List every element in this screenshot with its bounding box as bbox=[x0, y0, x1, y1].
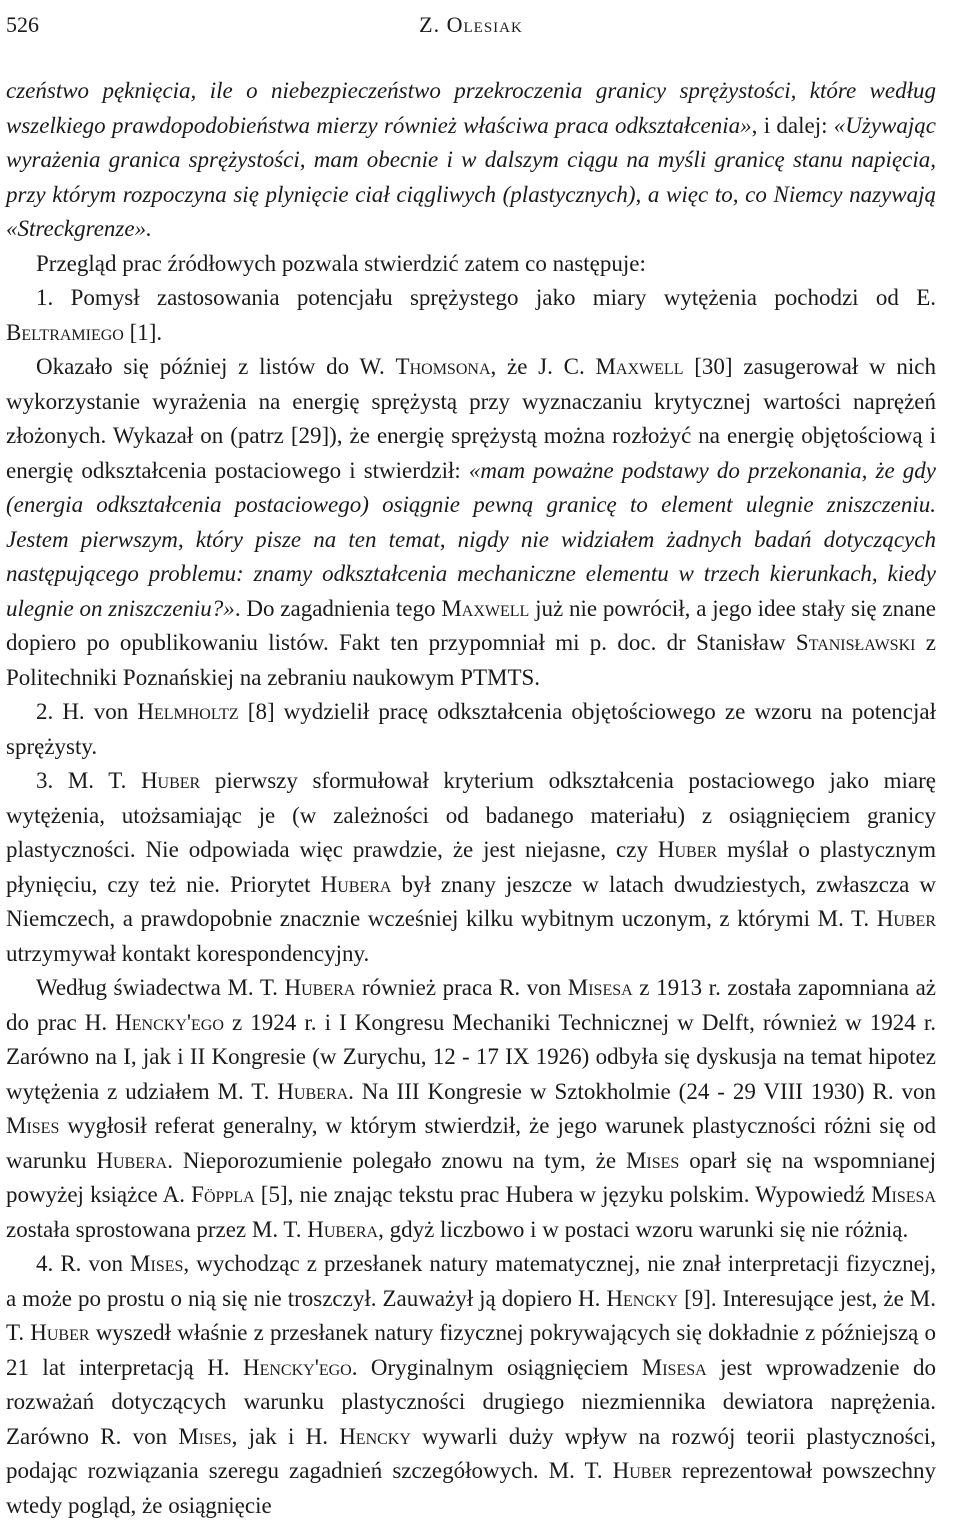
text-span: wyszedł właśnie z przesłanek natury fizycznej pokrywających się dokładnie z późniejszą o 21 lat interpretacją H. bbox=[6, 1320, 937, 1380]
text-span: . Oryginalnym osiągnięciem bbox=[351, 1354, 642, 1380]
paragraph bbox=[6, 350, 936, 695]
author-name: Hubera bbox=[284, 975, 356, 1000]
text-span: reprezentował powszechny wtedy pogląd, że osiągnięcie bbox=[6, 1458, 937, 1518]
body-text bbox=[6, 74, 936, 1523]
page-number: 526 bbox=[6, 12, 39, 37]
author-name: Hubera bbox=[96, 1147, 168, 1173]
text-span: , wychodząc z przesłanek natury matematycznej, nie znał interpretacji fizycznej, a może po prostu o nią się nie troszczył. Zauważył ją dopiero H. bbox=[6, 1251, 936, 1311]
author-name: Hencky'ego bbox=[242, 1354, 352, 1380]
text-span: [30] zasugerował w nich wykorzystanie wyrażenia na energię sprężystą przy wyznaczaniu krytycznej wartości naprężeń złożonych. Wykazał on (patrz [29]), że energię sprężystą można rozłożyć na energię objętościową i energię odkształcenia postaciowego i stwierdził: bbox=[6, 354, 936, 483]
author-name: Huber bbox=[612, 1458, 672, 1483]
text-span: z 1913 r. została zapomniana aż do prac H. bbox=[6, 975, 936, 1035]
text-span: , gdyż liczbowo i w postaci wzoru warunki się nie różnią. bbox=[378, 1216, 909, 1242]
text-span: [8] wydzielił pracę odkształcenia objętościowego ze wzoru na potencjał sprężysty. bbox=[6, 699, 936, 759]
author-name: Hencky bbox=[606, 1285, 679, 1311]
author-name: Misesa bbox=[871, 1182, 936, 1207]
author-name: Mises bbox=[625, 1147, 680, 1173]
author-name: Mises bbox=[130, 1251, 184, 1276]
text-span: 3. M. T. bbox=[36, 768, 141, 793]
text-span: została sprostowana przez M. T. bbox=[6, 1216, 308, 1242]
text-span: był znany jeszcze w latach dwudziestych, zwłaszcza w Niemczech, a prawdopobnie znacznie wcześniej kilku wybitnym uczonym, z którymi M. T. bbox=[6, 871, 937, 931]
text-span: pierwszy sformułował kryterium odkształcenia postaciowego jako miarę wytężenia, utożsamiając je (w zależności od badanego materiału) z osiągnięciem granicy plastyczności. Nie odpowiada więc prawdzie, że jest niejasne, czy bbox=[6, 768, 936, 862]
italic-quote: «Używając wyrażenia granica sprężystości, mam obecnie i w dalszym ciągu na myśli granicę stanu napięcia, przy którym rozpoczyna się plynięcie ciał ciągliwych (plastycznych), a więc to, co Niemcy nazywają «Streckgrenze». bbox=[6, 112, 936, 241]
author-name: Hubera bbox=[277, 1078, 349, 1104]
paragraph bbox=[6, 695, 936, 764]
author-name: Huber bbox=[657, 837, 718, 862]
text-span: Według świadectwa M. T. bbox=[36, 975, 285, 1000]
text-span: [1]. bbox=[123, 319, 163, 345]
text-span: 4. R. von bbox=[36, 1251, 131, 1276]
author-name: Hencky bbox=[339, 1423, 411, 1449]
text-span: , i dalej: bbox=[751, 112, 834, 138]
running-title: Z. Olesiak bbox=[419, 12, 523, 37]
author-name: Hencky'ego bbox=[115, 1009, 224, 1035]
text-span: również praca R. von bbox=[355, 975, 568, 1000]
author-name: Maxwell bbox=[595, 354, 684, 379]
document-page bbox=[6, 8, 937, 1518]
text-span: już nie powrócił, a jego idee stały się znane dopiero po opublikowaniu listów. Fakt ten przypomniał mi p. doc. dr Stanisław bbox=[6, 595, 937, 655]
text-span: z 1924 r. i I Kongresu Mechaniki Technicznej w Delft, również w 1924 r. Zarówno na I, jak i II Kongresie (w Zurychu, 12 - 17 IX 1926) odbyła się dyskusja na temat hipotez wytężenia z udziałem M. T. bbox=[6, 1009, 936, 1104]
text-span: [9]. Interesujące jest, że M. T. bbox=[6, 1285, 937, 1345]
text-span: wywarli duży wpływ na rozwój teorii plastyczności, podając rozwiązania szeregu zagadnień szczegółowych. M. T. bbox=[6, 1423, 936, 1483]
text-span: , że J. C. bbox=[490, 354, 596, 379]
text-span: . Do zagadnienia tego bbox=[234, 595, 442, 621]
author-name: Huber bbox=[876, 906, 936, 931]
author-name: Stanisławski bbox=[795, 630, 916, 655]
text-span: [5], nie znając tekstu prac Hubera w języku polskim. Wypowiedź bbox=[254, 1182, 872, 1207]
text-span: Okazało się później z listów do W. bbox=[36, 354, 396, 379]
author-name: Misesa bbox=[567, 975, 633, 1000]
text-span: utrzymywał kontakt korespondencyjny. bbox=[6, 940, 370, 966]
author-name: Mises bbox=[178, 1423, 232, 1449]
text-span: myślał o plastycznym płynięciu, czy też nie. Priorytet bbox=[6, 837, 936, 897]
author-name: Helmholtz bbox=[137, 699, 239, 724]
author-name: Thomsona bbox=[395, 354, 491, 379]
paragraph bbox=[6, 281, 936, 350]
author-name: Föppla bbox=[191, 1182, 255, 1207]
text-span: z Politechniki Poznańskiej na zebraniu naukowym PTMTS. bbox=[6, 630, 936, 690]
paragraph bbox=[6, 1247, 936, 1523]
paragraph bbox=[6, 971, 936, 1247]
paragraph-continuation bbox=[6, 74, 936, 247]
text-span: jest wprowadzenie do rozważań dotyczących warunku plastyczności drugiego niezmiennika dewiatora naprężenia. Zarówno R. von bbox=[6, 1354, 936, 1449]
author-name: Huber bbox=[140, 768, 201, 793]
author-name: Huber bbox=[30, 1320, 90, 1345]
text-span: oparł się na wspomnianej powyżej książce A. bbox=[6, 1147, 936, 1207]
text-span: 1. Pomysł zastosowania potencjału sprężystego jako miary wytężenia pochodzi od E. bbox=[36, 285, 936, 310]
paragraph: Przegląd prac źródłowych pozwala stwierdzić zatem co następuje: bbox=[36, 250, 646, 276]
italic-quote: czeństwo pęknięcia, ile o niebezpieczeństwo przekroczenia granicy sprężystości, które według wszelkiego prawdopodobieństwa mierzy również właściwa praca odkształcenia» bbox=[6, 78, 936, 138]
running-head bbox=[6, 8, 936, 52]
paragraph bbox=[6, 764, 936, 971]
text-span: , jak i H. bbox=[231, 1423, 340, 1449]
author-name: Hubera bbox=[307, 1216, 379, 1242]
text-span: . Nieporozumienie polegało znowu na tym, że bbox=[167, 1147, 626, 1173]
author-name: Beltramiego bbox=[6, 319, 124, 345]
author-name: Maxwell bbox=[441, 595, 530, 621]
italic-quote: «mam poważne podstawy do przekonania, że gdy (energia odkształcenia postaciowego) osiągnie pewną granicę to element ulegnie zniszczeniu. Jestem pierwszym, który pisze na ten temat, nigdy nie widziałem żadnych badań dotyczących następującego problemu: znamy odkształcenia mechaniczne elementu w trzech kierunkach, kiedy ulegnie on zniszczeniu?» bbox=[6, 457, 937, 621]
author-name: Hubera bbox=[320, 871, 392, 897]
text-span: wygłosił referat generalny, w którym stwierdził, że jego warunek plastyczności różni się od warunku bbox=[6, 1113, 936, 1173]
text-span: 2. H. von bbox=[36, 699, 138, 724]
author-name: Misesa bbox=[641, 1354, 707, 1380]
author-name: Mises bbox=[6, 1113, 60, 1138]
text-span: . Na III Kongresie w Sztokholmie (24 - 29 VIII 1930) R. von bbox=[348, 1078, 937, 1104]
